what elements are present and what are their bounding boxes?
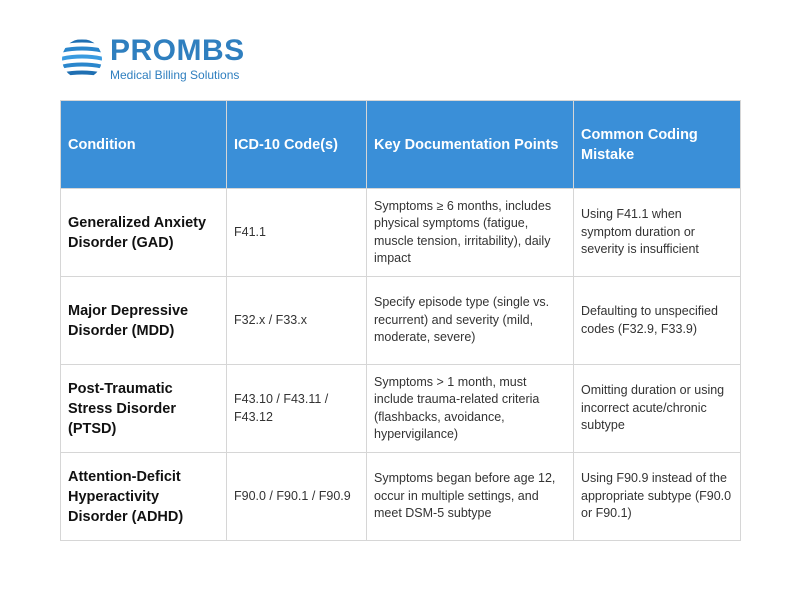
condition-cell: Attention-Deficit Hyperactivity Disorder (ADHD) [61,453,227,541]
mistake-cell: Using F90.9 instead of the appropriate subtype (F90.0 or F90.1) [574,453,741,541]
mistake-cell: Using F41.1 when symptom duration or severity is insufficient [574,189,741,277]
icd10-table [60,100,741,541]
brand-name: PROMBS [110,34,245,67]
header-condition: Condition [61,101,227,189]
mistake-cell: Omitting duration or using incorrect acute/chronic subtype [574,365,741,453]
table-row [61,277,741,365]
documentation-cell: Specify episode type (single vs. recurrent) and severity (mild, moderate, severe) [367,277,574,365]
table-row [61,365,741,453]
table-header-row [61,101,741,189]
mistake-cell: Defaulting to unspecified codes (F32.9, F33.9) [574,277,741,365]
codes-cell: F41.1 [227,189,367,277]
table-row [61,453,741,541]
documentation-cell: Symptoms > 1 month, must include trauma-related criteria (flashbacks, avoidance, hypervigilance) [367,365,574,453]
documentation-cell: Symptoms ≥ 6 months, includes physical symptoms (fatigue, muscle tension, irritability), daily impact [367,189,574,277]
codes-cell: F43.10 / F43.11 / F43.12 [227,365,367,453]
condition-cell: Post-Traumatic Stress Disorder (PTSD) [61,365,227,453]
table-row [61,189,741,277]
header-icd10-codes: ICD-10 Code(s) [227,101,367,189]
condition-cell: Major Depressive Disorder (MDD) [61,277,227,365]
codes-cell: F32.x / F33.x [227,277,367,365]
codes-cell: F90.0 / F90.1 / F90.9 [227,453,367,541]
brand-logo [60,36,245,81]
documentation-cell: Symptoms began before age 12, occur in multiple settings, and meet DSM-5 subtype [367,453,574,541]
header-common-mistake: Common Coding Mistake [574,101,741,189]
globe-logo-icon [60,37,104,81]
header-key-documentation: Key Documentation Points [367,101,574,189]
brand-tagline: Medical Billing Solutions [110,68,240,82]
condition-cell: Generalized Anxiety Disorder (GAD) [61,189,227,277]
